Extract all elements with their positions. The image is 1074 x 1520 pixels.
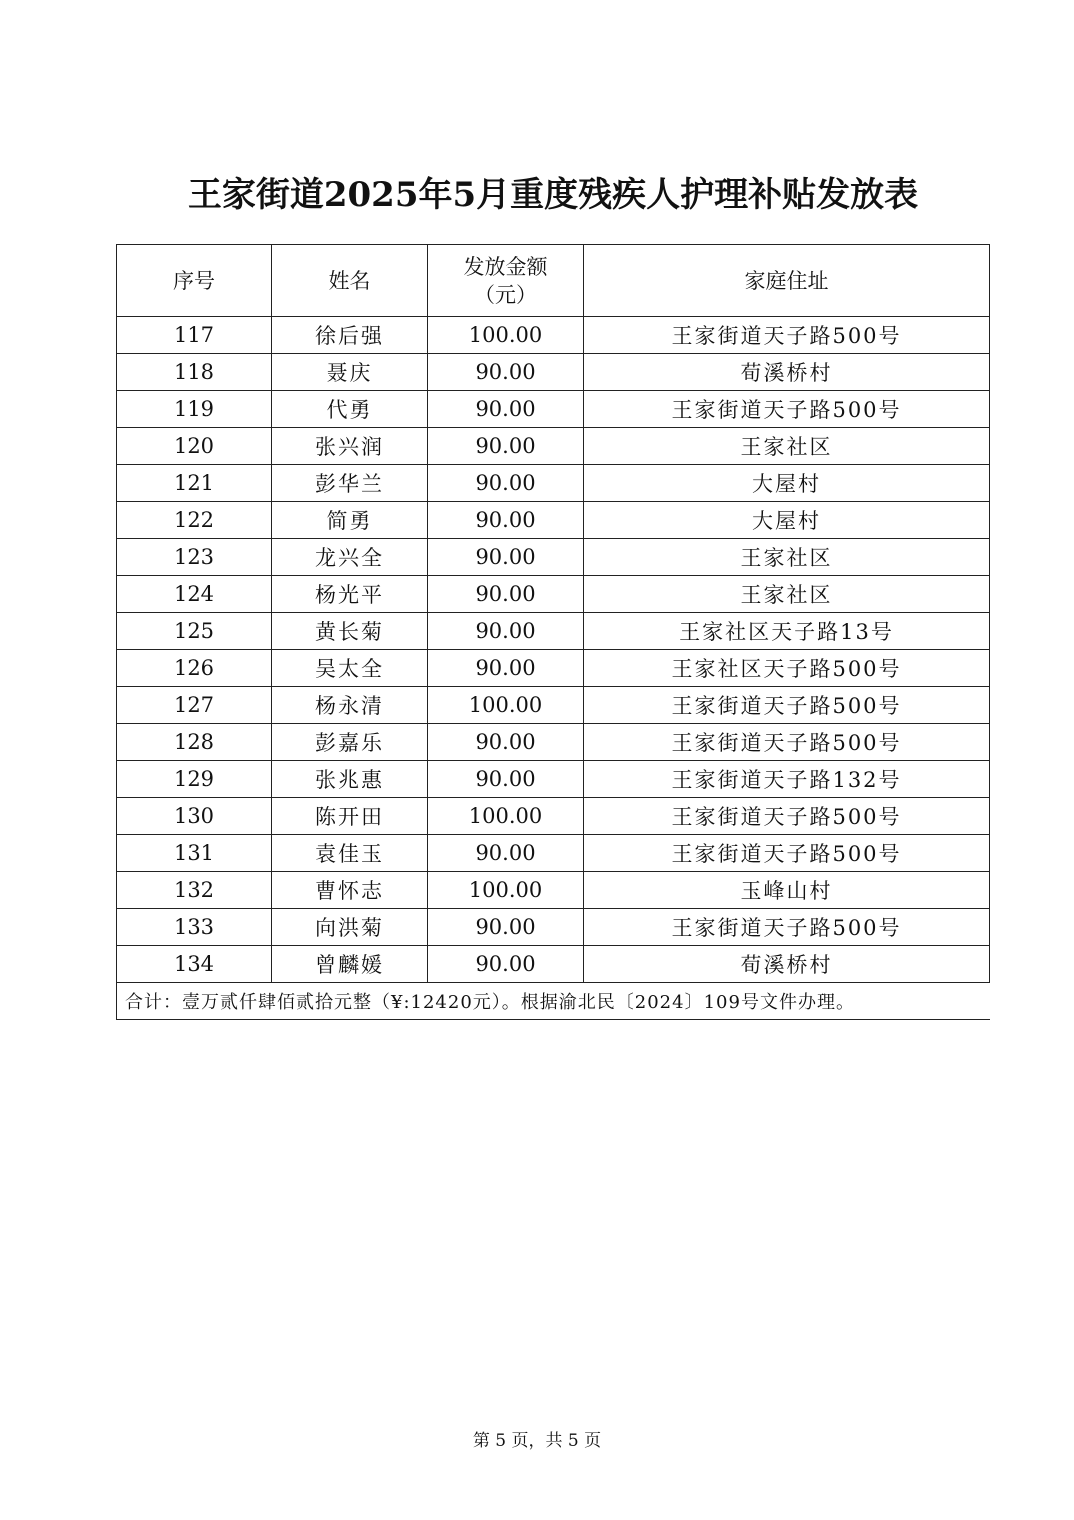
row-amount: 90.00: [428, 502, 584, 539]
table-row: [117, 539, 990, 576]
page-number: 第 5 页，共 5 页: [472, 1431, 602, 1451]
table-row: [117, 576, 990, 613]
table-row: [117, 724, 990, 761]
row-amount: 90.00: [428, 650, 584, 687]
row-amount: 90.00: [428, 539, 584, 576]
table-row: [117, 872, 990, 909]
row-address: 王家社区: [584, 428, 990, 465]
table-row: [117, 798, 990, 835]
row-amount: 90.00: [428, 761, 584, 798]
table-body: [117, 317, 990, 983]
row-name: 聂庆: [272, 354, 428, 391]
row-amount: 90.00: [428, 428, 584, 465]
row-seq: 134: [117, 946, 272, 983]
column-header-name: 姓名: [272, 245, 428, 317]
row-address: 王家街道天子路132号: [584, 761, 990, 798]
row-address: 大屋村: [584, 502, 990, 539]
total-row: [117, 983, 990, 1020]
table-row: [117, 909, 990, 946]
column-header-amount-unit: （元）: [474, 282, 537, 307]
row-address: 王家社区天子路13号: [584, 613, 990, 650]
row-seq: 125: [117, 613, 272, 650]
table-row: [117, 317, 990, 354]
row-name: 彭华兰: [272, 465, 428, 502]
row-address: 王家街道天子路500号: [584, 835, 990, 872]
row-address: 王家街道天子路500号: [584, 909, 990, 946]
row-address: 王家街道天子路500号: [584, 724, 990, 761]
row-seq: 123: [117, 539, 272, 576]
row-seq: 127: [117, 687, 272, 724]
row-seq: 121: [117, 465, 272, 502]
page-title: 王家街道2025年5月重度残疾人护理补贴发放表: [187, 175, 919, 215]
table-row: [117, 465, 990, 502]
row-name: 代勇: [272, 391, 428, 428]
column-header-amount: [428, 245, 584, 317]
row-name: 袁佳玉: [272, 835, 428, 872]
row-seq: 131: [117, 835, 272, 872]
row-name: 简勇: [272, 502, 428, 539]
row-name: 张兴润: [272, 428, 428, 465]
row-amount: 90.00: [428, 613, 584, 650]
row-address: 玉峰山村: [584, 872, 990, 909]
table-row: [117, 835, 990, 872]
row-seq: 130: [117, 798, 272, 835]
row-amount: 90.00: [428, 354, 584, 391]
row-name: 吴太全: [272, 650, 428, 687]
row-name: 杨永清: [272, 687, 428, 724]
row-address: 王家社区: [584, 539, 990, 576]
row-address: 王家街道天子路500号: [584, 798, 990, 835]
table-row: [117, 391, 990, 428]
row-seq: 126: [117, 650, 272, 687]
row-amount: 90.00: [428, 946, 584, 983]
row-address: 荀溪桥村: [584, 354, 990, 391]
row-address: 王家社区: [584, 576, 990, 613]
column-header-amount-label: 发放金额: [463, 254, 548, 279]
row-amount: 90.00: [428, 724, 584, 761]
table-row: [117, 613, 990, 650]
row-name: 曾麟媛: [272, 946, 428, 983]
row-seq: 122: [117, 502, 272, 539]
total-note: 合计：壹万贰仟肆佰贰拾元整（¥:12420元）。根据渝北民〔2024〕109号文件办理。: [117, 983, 990, 1020]
row-name: 黄长菊: [272, 613, 428, 650]
row-address: 荀溪桥村: [584, 946, 990, 983]
row-seq: 118: [117, 354, 272, 391]
row-address: 王家街道天子路500号: [584, 317, 990, 354]
row-amount: 100.00: [428, 687, 584, 724]
row-seq: 120: [117, 428, 272, 465]
table-row: [117, 946, 990, 983]
row-name: 曹怀志: [272, 872, 428, 909]
table-row: [117, 502, 990, 539]
row-seq: 133: [117, 909, 272, 946]
row-amount: 100.00: [428, 872, 584, 909]
row-seq: 128: [117, 724, 272, 761]
row-address: 王家街道天子路500号: [584, 391, 990, 428]
row-name: 龙兴全: [272, 539, 428, 576]
subsidy-table: [116, 244, 990, 1020]
row-amount: 90.00: [428, 391, 584, 428]
row-name: 徐后强: [272, 317, 428, 354]
table-row: [117, 650, 990, 687]
row-address: 大屋村: [584, 465, 990, 502]
table-row: [117, 761, 990, 798]
table-row: [117, 687, 990, 724]
table-header-row: [117, 245, 990, 317]
table-row: [117, 428, 990, 465]
row-name: 杨光平: [272, 576, 428, 613]
row-amount: 100.00: [428, 798, 584, 835]
column-header-address: 家庭住址: [584, 245, 990, 317]
row-seq: 117: [117, 317, 272, 354]
row-amount: 90.00: [428, 576, 584, 613]
row-seq: 124: [117, 576, 272, 613]
row-name: 彭嘉乐: [272, 724, 428, 761]
row-amount: 100.00: [428, 317, 584, 354]
row-name: 张兆惠: [272, 761, 428, 798]
row-amount: 90.00: [428, 909, 584, 946]
row-name: 陈开田: [272, 798, 428, 835]
column-header-seq: 序号: [117, 245, 272, 317]
row-address: 王家街道天子路500号: [584, 687, 990, 724]
row-name: 向洪菊: [272, 909, 428, 946]
row-seq: 129: [117, 761, 272, 798]
row-amount: 90.00: [428, 465, 584, 502]
table-row: [117, 354, 990, 391]
row-amount: 90.00: [428, 835, 584, 872]
row-seq: 132: [117, 872, 272, 909]
row-address: 王家社区天子路500号: [584, 650, 990, 687]
row-seq: 119: [117, 391, 272, 428]
